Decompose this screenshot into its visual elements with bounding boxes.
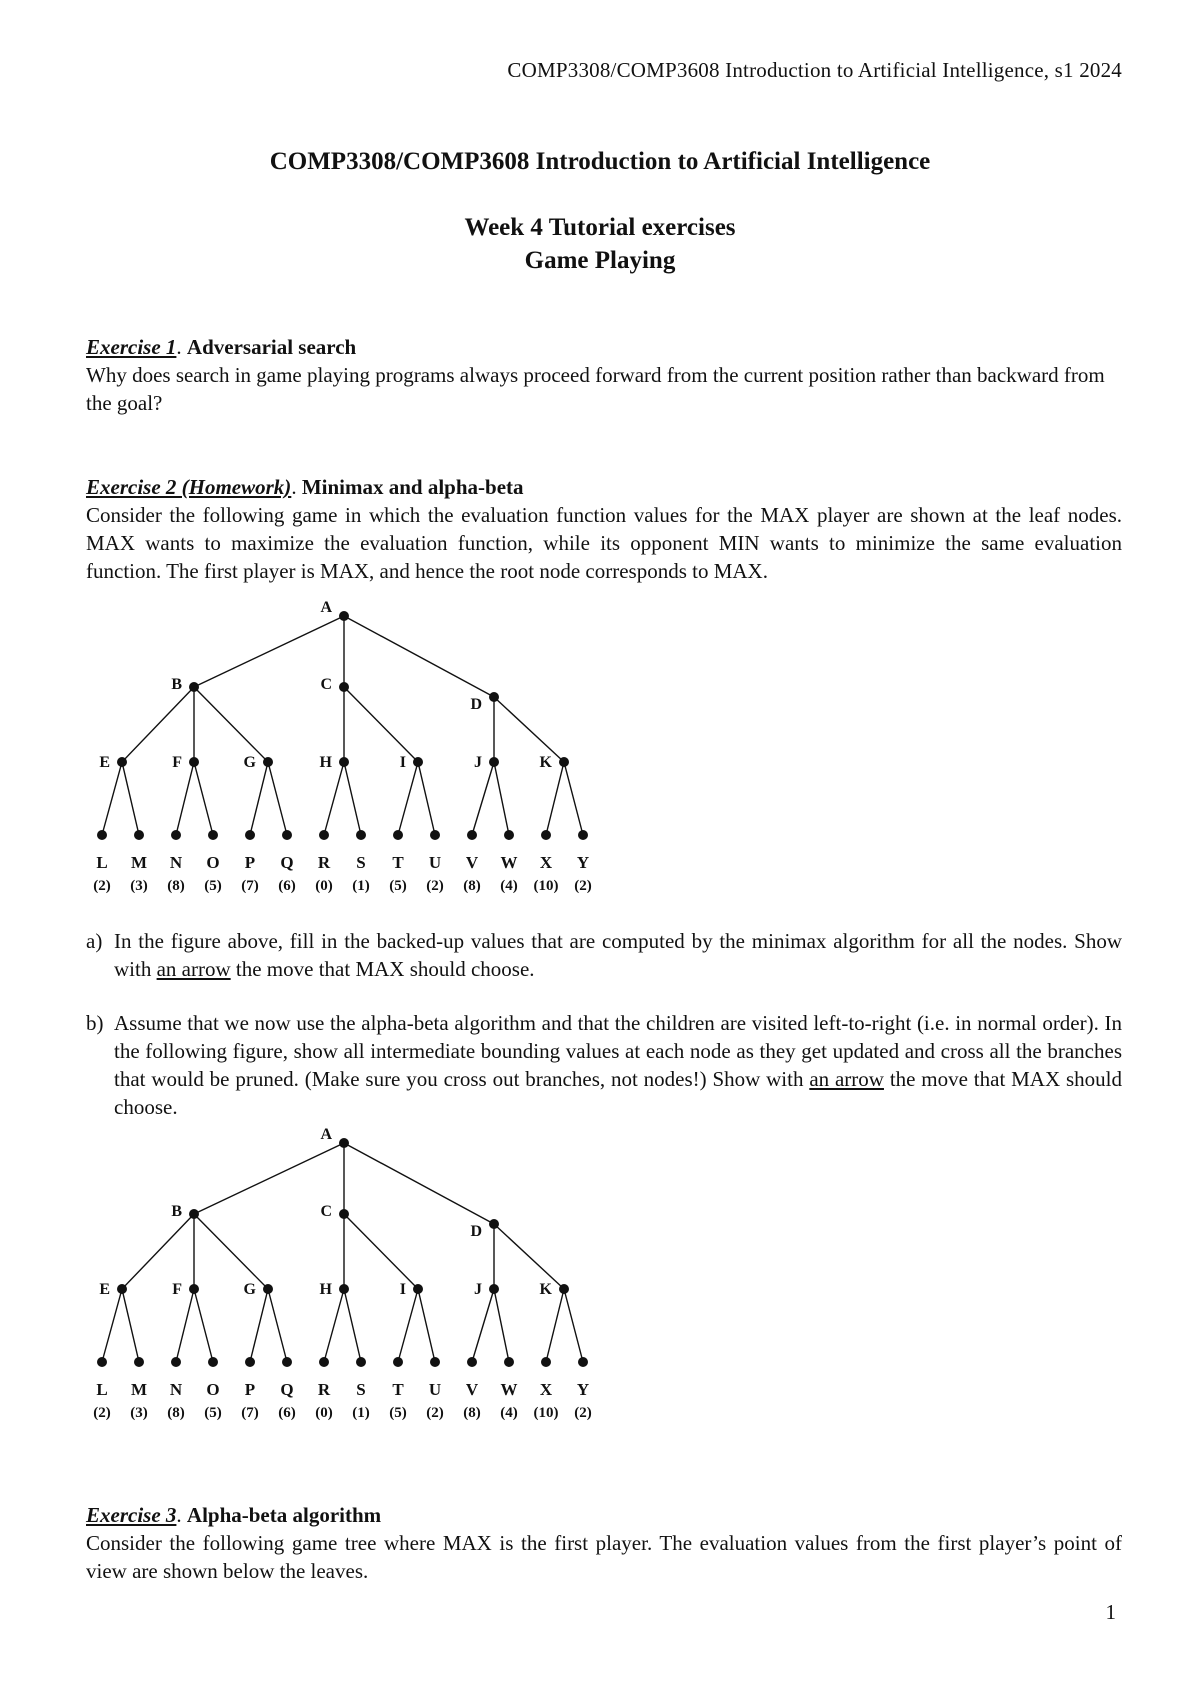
node-C [339, 682, 349, 692]
node-C [339, 1209, 349, 1219]
exercise-1-body: Why does search in game playing programs always proceed forward from the current position rather than backward from the goal? [86, 363, 1105, 415]
leaf-label-S: S [356, 1380, 366, 1399]
edge-D-K [494, 697, 564, 762]
node-label-B: B [171, 676, 182, 693]
leaf-value-X: (10) [533, 1405, 559, 1421]
leaf-value-O: (5) [204, 878, 222, 894]
edge-B-G [194, 1214, 268, 1289]
document-title: COMP3308/COMP3608 Introduction to Artificial Intelligence [269, 148, 931, 175]
leaf-value-M: (3) [130, 1405, 148, 1421]
leaf-value-N: (8) [167, 1405, 185, 1421]
node-label-C: C [320, 676, 332, 693]
leaf-value-R: (0) [315, 1405, 333, 1421]
exercise-3-title: Alpha-beta algorithm [186, 1503, 382, 1527]
leaf-value-W: (4) [500, 1405, 518, 1421]
node-D [489, 692, 499, 702]
leaf-node-M [134, 830, 144, 840]
leaf-value-O: (5) [204, 1405, 222, 1421]
node-label-J: J [474, 1281, 482, 1298]
leaf-node-R [319, 830, 329, 840]
leaf-value-L: (2) [93, 878, 111, 894]
leaf-value-U: (2) [426, 878, 444, 894]
edge-G-Q [268, 1289, 287, 1362]
leaf-label-S: S [356, 853, 366, 872]
node-J [489, 757, 499, 767]
leaf-label-R: R [317, 1380, 331, 1399]
node-A [339, 1138, 349, 1148]
leaf-label-N: N [169, 853, 183, 872]
leaf-label-Q: Q [280, 1380, 294, 1399]
leaf-value-T: (5) [389, 1405, 407, 1421]
running-header: COMP3308/COMP3608 Introduction to Artificial Intelligence, s1 2024 [507, 58, 1122, 82]
leaf-value-P: (7) [241, 1405, 259, 1421]
leaf-node-Y [578, 830, 588, 840]
part-a-underlined: an arrow [156, 957, 231, 981]
game-tree-figure-1 [80, 600, 600, 905]
leaf-node-R [319, 1357, 329, 1367]
leaf-value-U: (2) [426, 1405, 444, 1421]
leaf-value-V: (8) [463, 878, 481, 894]
leaf-node-T [393, 830, 403, 840]
leaf-value-R: (0) [315, 878, 333, 894]
leaf-node-X [541, 830, 551, 840]
edge-B-E [122, 687, 194, 762]
edge-H-R [324, 1289, 344, 1362]
leaf-value-L: (2) [93, 1405, 111, 1421]
edge-B-G [194, 687, 268, 762]
leaf-label-U: U [428, 1380, 442, 1399]
leaf-value-T: (5) [389, 878, 407, 894]
leaf-label-M: M [130, 1380, 148, 1399]
node-A [339, 611, 349, 621]
node-label-D: D [470, 1223, 482, 1240]
node-label-H: H [319, 1281, 332, 1298]
leaf-node-S [356, 1357, 366, 1367]
leaf-node-V [467, 830, 477, 840]
node-G [263, 757, 273, 767]
node-label-F: F [172, 1281, 182, 1298]
leaf-value-V: (8) [463, 1405, 481, 1421]
node-label-K: K [539, 1281, 552, 1298]
exercise-3-heading: Exercise 3. Alpha-beta algorithm [86, 1503, 382, 1527]
node-H [339, 1284, 349, 1294]
node-label-A: A [320, 1126, 332, 1143]
leaf-node-W [504, 830, 514, 840]
edge-G-P [250, 762, 268, 835]
leaf-node-N [171, 830, 181, 840]
node-label-G: G [243, 1281, 256, 1298]
node-label-D: D [470, 696, 482, 713]
leaf-label-M: M [130, 853, 148, 872]
node-label-A: A [320, 599, 332, 616]
edge-J-W [494, 762, 509, 835]
leaf-node-T [393, 1357, 403, 1367]
node-label-I: I [399, 1281, 406, 1298]
leaf-node-L [97, 830, 107, 840]
topic-subtitle: Game Playing [524, 247, 676, 274]
exercise-2-heading: Exercise 2 (Homework). Minimax and alpha-beta [86, 475, 524, 499]
edge-I-T [398, 762, 418, 835]
leaf-label-R: R [317, 853, 331, 872]
leaf-label-U: U [428, 853, 442, 872]
leaf-value-Q: (6) [278, 1405, 296, 1421]
node-I [413, 757, 423, 767]
part-a-text: In the figure above, fill in the backed-up values that are computed by the minimax algorithm for all the nodes. Show with [114, 929, 1122, 981]
edge-J-V [472, 1289, 494, 1362]
leaf-node-P [245, 1357, 255, 1367]
leaf-value-X: (10) [533, 878, 559, 894]
edge-F-N [176, 762, 194, 835]
edge-B-E [122, 1214, 194, 1289]
leaf-value-S: (1) [352, 1405, 370, 1421]
node-D [489, 1219, 499, 1229]
node-B [189, 1209, 199, 1219]
leaf-node-O [208, 830, 218, 840]
leaf-value-Y: (2) [574, 1405, 592, 1421]
edge-I-U [418, 762, 435, 835]
edge-G-P [250, 1289, 268, 1362]
leaf-node-U [430, 830, 440, 840]
edge-F-N [176, 1289, 194, 1362]
leaf-node-O [208, 1357, 218, 1367]
edge-J-W [494, 1289, 509, 1362]
part-a-text-end: the move that MAX should choose. [235, 957, 535, 981]
part-b-text: Assume that we now use the alpha-beta algorithm and that the children are visited left-to-right (i.e. in normal order). In the following figure, show all intermediate bounding values at each node as they get updated and cross all the branches that would be pruned. (Make sure you cross out branches, not nodes!) Show with [114, 1011, 1122, 1091]
exercise-2-body: Consider the following game in which the evaluation function values for the MAX player are shown at the leaf nodes. MAX wants to maximize the evaluation function, while its opponent MIN wants to minimize the same evaluation function. The first player is MAX, and hence the root node corresponds to MAX. [86, 503, 1122, 583]
leaf-label-Y: Y [576, 1380, 590, 1399]
leaf-label-Q: Q [280, 853, 294, 872]
part-b-text-end: the move that MAX should choose. [114, 1067, 1122, 1119]
week-subtitle: Week 4 Tutorial exercises [464, 214, 736, 241]
edge-I-U [418, 1289, 435, 1362]
part-a-label: a) [86, 929, 103, 953]
leaf-node-L [97, 1357, 107, 1367]
node-I [413, 1284, 423, 1294]
node-label-F: F [172, 754, 182, 771]
edge-H-S [344, 762, 361, 835]
node-E [117, 1284, 127, 1294]
edge-H-R [324, 762, 344, 835]
leaf-label-L: L [96, 853, 108, 872]
exercise-1-heading: Exercise 1. Adversarial search [86, 335, 357, 359]
leaf-value-P: (7) [241, 878, 259, 894]
edge-E-L [102, 762, 122, 835]
node-J [489, 1284, 499, 1294]
leaf-node-Q [282, 830, 292, 840]
leaf-node-V [467, 1357, 477, 1367]
edge-K-Y [564, 1289, 583, 1362]
leaf-node-S [356, 830, 366, 840]
leaf-node-U [430, 1357, 440, 1367]
leaf-label-O: O [206, 853, 220, 872]
edge-K-Y [564, 762, 583, 835]
edge-F-O [194, 1289, 213, 1362]
leaf-node-Y [578, 1357, 588, 1367]
node-G [263, 1284, 273, 1294]
node-F [189, 1284, 199, 1294]
leaf-label-P: P [244, 1380, 256, 1399]
edge-C-I [344, 687, 418, 762]
node-label-J: J [474, 754, 482, 771]
node-label-E: E [99, 754, 110, 771]
node-label-G: G [243, 754, 256, 771]
node-K [559, 757, 569, 767]
leaf-label-O: O [206, 1380, 220, 1399]
leaf-label-N: N [169, 1380, 183, 1399]
node-H [339, 757, 349, 767]
leaf-label-V: V [465, 853, 479, 872]
leaf-node-Q [282, 1357, 292, 1367]
leaf-label-W: W [500, 1380, 518, 1399]
leaf-label-P: P [244, 853, 256, 872]
edge-E-M [122, 1289, 139, 1362]
leaf-label-X: X [539, 853, 553, 872]
edge-F-O [194, 762, 213, 835]
page-number: 1 [1105, 1600, 1116, 1624]
leaf-label-T: T [392, 853, 404, 872]
leaf-value-S: (1) [352, 878, 370, 894]
node-label-B: B [171, 1203, 182, 1220]
leaf-label-X: X [539, 1380, 553, 1399]
leaf-node-N [171, 1357, 181, 1367]
edge-H-S [344, 1289, 361, 1362]
edge-G-Q [268, 762, 287, 835]
leaf-value-W: (4) [500, 878, 518, 894]
node-label-I: I [399, 754, 406, 771]
edge-I-T [398, 1289, 418, 1362]
leaf-value-M: (3) [130, 878, 148, 894]
exercise-2-label: Exercise 2 (Homework) [86, 475, 292, 499]
leaf-node-P [245, 830, 255, 840]
edge-E-M [122, 762, 139, 835]
leaf-node-X [541, 1357, 551, 1367]
node-label-K: K [539, 754, 552, 771]
exercise-3-body: Consider the following game tree where MAX is the first player. The evaluation values from the first player’s point of view are shown below the leaves. [86, 1531, 1122, 1583]
game-tree-figure-2 [80, 1127, 600, 1432]
edge-E-L [102, 1289, 122, 1362]
leaf-node-M [134, 1357, 144, 1367]
leaf-node-W [504, 1357, 514, 1367]
part-b-label: b) [86, 1011, 104, 1035]
edge-K-X [546, 1289, 564, 1362]
edge-K-X [546, 762, 564, 835]
node-label-C: C [320, 1203, 332, 1220]
edge-C-I [344, 1214, 418, 1289]
edge-D-K [494, 1224, 564, 1289]
node-B [189, 682, 199, 692]
part-b-underlined: an arrow [809, 1067, 884, 1091]
leaf-label-L: L [96, 1380, 108, 1399]
leaf-value-Q: (6) [278, 878, 296, 894]
edge-A-D [344, 616, 494, 697]
exercise-2-part-b [86, 1009, 1122, 1121]
node-label-H: H [319, 754, 332, 771]
node-label-E: E [99, 1281, 110, 1298]
node-E [117, 757, 127, 767]
exercise-1-title: Adversarial search [186, 335, 357, 359]
exercise-3-label: Exercise 3 [86, 1503, 177, 1527]
edge-A-D [344, 1143, 494, 1224]
leaf-label-V: V [465, 1380, 479, 1399]
leaf-value-Y: (2) [574, 878, 592, 894]
leaf-label-T: T [392, 1380, 404, 1399]
exercise-1-label: Exercise 1 [86, 335, 177, 359]
leaf-value-N: (8) [167, 878, 185, 894]
exercise-2-part-a [86, 927, 1122, 983]
leaf-label-Y: Y [576, 853, 590, 872]
leaf-label-W: W [500, 853, 518, 872]
node-F [189, 757, 199, 767]
edge-J-V [472, 762, 494, 835]
exercise-2-title: Minimax and alpha-beta [301, 475, 524, 499]
node-K [559, 1284, 569, 1294]
